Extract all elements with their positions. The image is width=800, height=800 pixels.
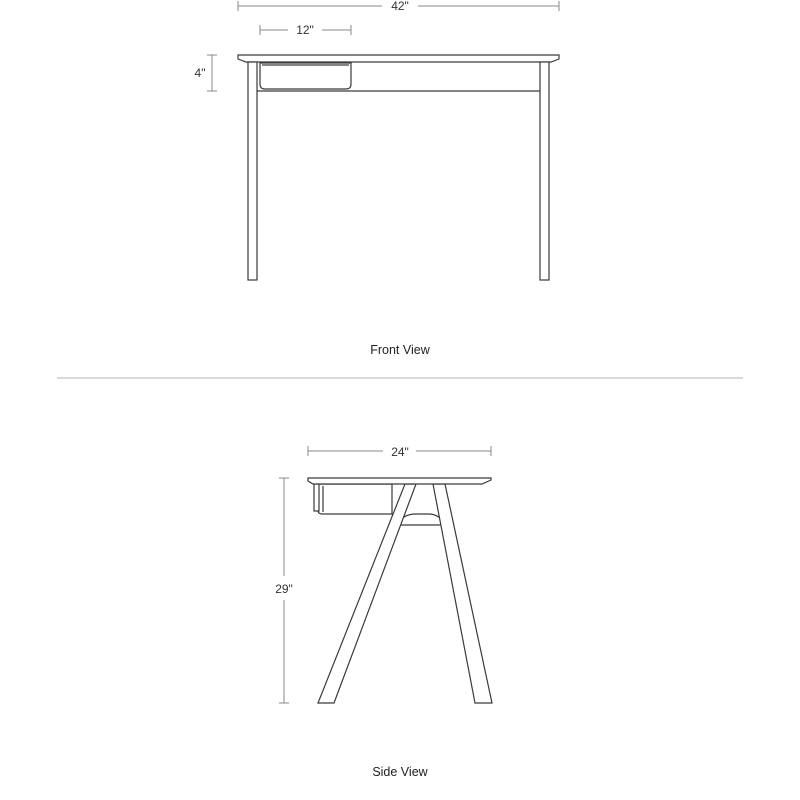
dim-apron-height: [195, 55, 217, 91]
front-drawer: [260, 63, 351, 89]
side-view-caption: Side View: [372, 765, 428, 779]
front-leg-left: [248, 62, 257, 280]
side-desktop: [308, 478, 491, 484]
dim-overall-width: [238, 0, 559, 13]
dim-depth-label: 24": [391, 445, 409, 459]
dim-drawer-width: [260, 23, 351, 37]
dim-apron-height-label: 4": [194, 66, 206, 80]
front-view-caption: Front View: [370, 343, 430, 357]
dim-depth: [308, 445, 491, 459]
dim-overall-width-label: 42": [391, 0, 409, 13]
side-desk: [308, 478, 492, 703]
side-drawer: [318, 484, 392, 514]
dim-height: [275, 478, 293, 703]
side-leg-front: [433, 484, 492, 703]
side-view: [275, 445, 492, 779]
front-desk: [238, 55, 559, 280]
front-desktop: [238, 55, 559, 62]
dim-drawer-width-label: 12": [296, 23, 314, 37]
side-drawer-front: [314, 484, 319, 511]
front-leg-right: [540, 62, 549, 280]
front-view: [195, 0, 559, 357]
dim-height-label: 29": [275, 582, 293, 596]
side-leg-back: [318, 484, 416, 703]
